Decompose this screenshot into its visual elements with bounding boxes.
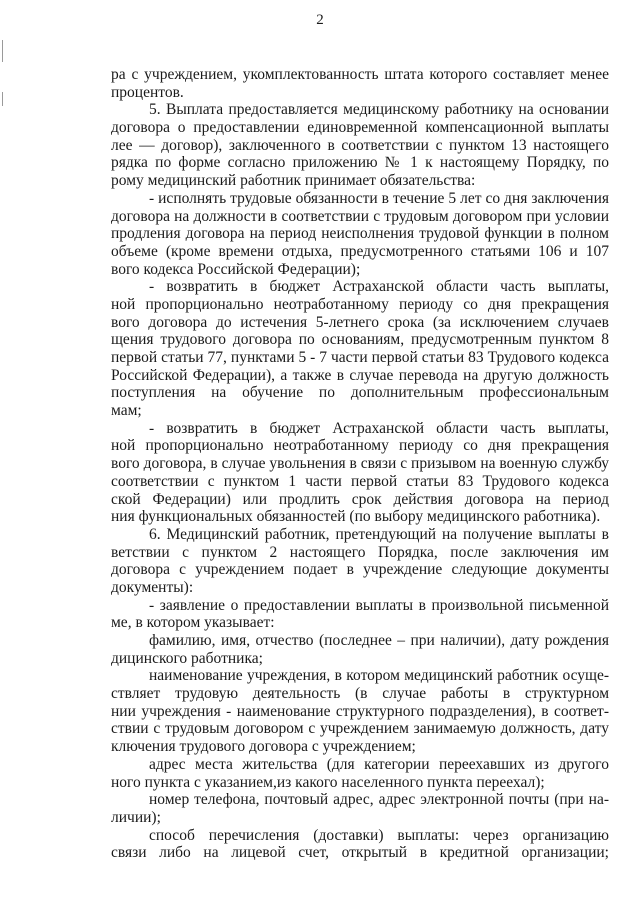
text-line: адрес места жительства (для категории переехавших из другого: [149, 755, 609, 773]
text-line: наименование учреждения, в котором медицинский работник осуще-: [149, 667, 609, 685]
text-line: ме, в котором указывает:: [111, 614, 275, 632]
text-line: процентов.: [111, 83, 184, 101]
text-line: первой статьи 77, пунктами 5 - 7 части первой статьи 83 Трудового кодекса: [111, 349, 609, 366]
text-line: вого договора до истечения 5-летнего срока (за исключением случаев: [111, 313, 609, 331]
text-line: - возвратить в бюджет Астраханской области часть выплаты,: [149, 278, 609, 296]
text-line: фамилию, имя, отчество (последнее – при наличии), дату рождения: [149, 632, 609, 649]
document-body: [111, 66, 609, 862]
text-line: - возвратить в бюджет Астраханской области часть выплаты,: [149, 419, 609, 437]
text-line: соответствии с пунктом 1 части первой статьи 83 Трудового кодекса: [111, 472, 609, 490]
text-line: - исполнять трудовые обязанности в течение 5 лет со дня заключения: [149, 189, 609, 207]
text-line: ния функциональных обязанностей (по выбору медицинского работника).: [111, 508, 601, 526]
text-line: договора с учреждением подает в учреждение следующие документы: [111, 561, 609, 579]
text-line: мам;: [111, 402, 142, 420]
text-line: ра с учреждением, укомплектованность штата которого составляет менее: [111, 66, 609, 83]
text-line: ного пункта с указанием,из какого населенного пункта переехал);: [111, 773, 545, 791]
text-line: ключения трудового договора с учреждением;: [111, 738, 416, 756]
text-line: дицинского работника;: [111, 649, 263, 667]
page-number: 2: [316, 12, 324, 28]
text-line: ской Федерации) или продлить срок действия договора на период: [111, 490, 609, 508]
text-line: рядка по форме согласно приложению № 1 к настоящему Порядку, по: [111, 154, 609, 172]
scan-edge-mark: [2, 92, 3, 106]
text-line: вого кодекса Российской Федерации);: [111, 260, 361, 278]
text-line: объеме (кроме времени отдыха, предусмотренного статьями 106 и 107: [111, 242, 609, 260]
text-line: ствляет трудовую деятельность (в случае работы в структурном: [111, 685, 609, 703]
text-line: ной пропорционально неотработанному периоду со дня прекращения: [111, 437, 609, 455]
text-line: лее — договор), заключенного в соответствии с пунктом 13 настоящего: [111, 136, 609, 154]
text-line: продления договора на период неисполнения трудовой функции в полном: [111, 225, 609, 243]
text-line: вого договора, в случае увольнения в связи с призывом на военную службу: [111, 455, 609, 473]
text-line: документы):: [111, 578, 194, 596]
text-line: 5. Выплата предоставляется медицинскому работнику на основании: [149, 101, 609, 119]
text-line: личии);: [111, 808, 161, 826]
text-line: 6. Медицинский работник, претендующий на получение выплаты в: [149, 525, 609, 543]
text-line: нии учреждения - наименование структурного подразделения), в соответ-: [111, 702, 609, 720]
scan-edge-mark: [2, 40, 3, 62]
text-line: способ перечисления (доставки) выплаты: через организацию: [149, 826, 609, 844]
text-line: Российской Федерации), а также в случае перевода на другую должность: [111, 366, 609, 384]
text-line: номер телефона, почтовый адрес, адрес электронной почты (при на-: [149, 791, 609, 809]
text-line: - заявление о предоставлении выплаты в произвольной письменной: [149, 596, 609, 614]
text-line: договора о предоставлении единовременной компенсационной выплаты: [111, 119, 609, 137]
text-line: ветствии с пунктом 2 настоящего Порядка, после заключения им: [111, 543, 609, 561]
text-line: поступления на обучение по дополнительным профессиональным: [111, 384, 609, 402]
text-line: договора на должности в соответствии с трудовым договором при условии: [111, 207, 609, 225]
text-line: связи либо на лицевой счет, открытый в кредитной организации;: [111, 844, 609, 862]
text-line: рому медицинский работник принимает обязательства:: [111, 172, 476, 190]
text-line: ной пропорционально неотработанному периоду со дня прекращения: [111, 295, 609, 313]
text-line: щения трудового договора по основаниям, предусмотренным пунктом 8: [111, 331, 609, 349]
text-line: ствии с трудовым договором с учреждением занимаемую должность, дату: [111, 720, 609, 738]
